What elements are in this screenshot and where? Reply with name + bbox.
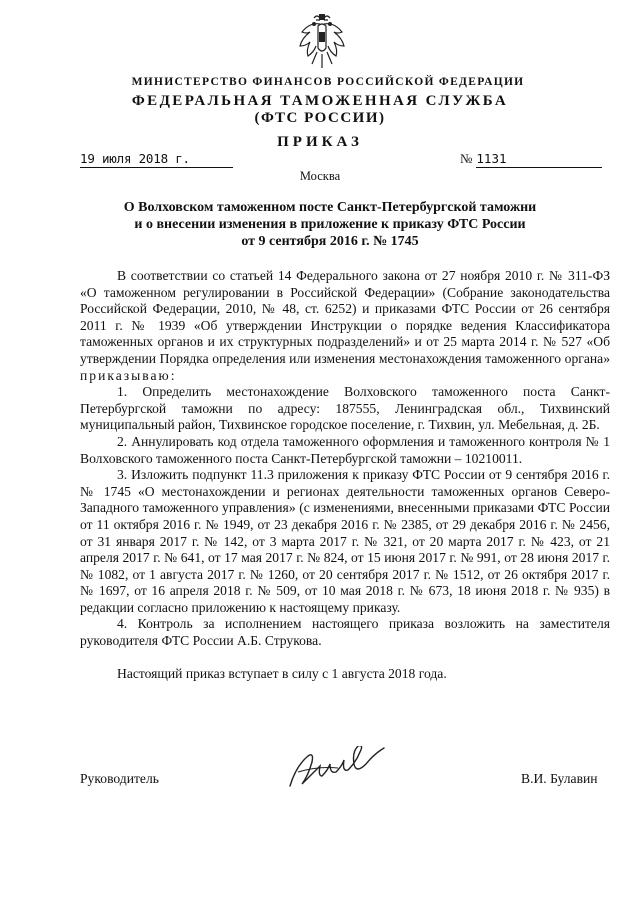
document-body xyxy=(80,268,610,682)
item-1: 1. Определить местонахождение Волховского таможенного поста Санкт-Петербургской таможни по адресу: 187555, Ленинградская обл., Тихвинский муниципальный район, Тихвинское городское поселение, г. Тихвин, ул. Мебельная, д. 2Б. xyxy=(80,384,610,433)
service-name: ФЕДЕРАЛЬНАЯ ТАМОЖЕННАЯ СЛУЖБА xyxy=(131,93,509,109)
effective-date-paragraph: Настоящий приказ вступает в силу с 1 августа 2018 года. xyxy=(117,665,447,681)
russian-coat-of-arms-icon xyxy=(296,12,348,72)
signer-name: В.И. Булавин xyxy=(521,771,598,786)
title-line: от 9 сентября 2016 г. № 1745 xyxy=(241,234,419,249)
order-date: 19 июля 2018 г. xyxy=(80,151,233,168)
order-word: приказываю: xyxy=(80,367,177,383)
service-abbreviation: (ФТС РОССИИ) xyxy=(254,110,386,126)
signer-role: Руководитель xyxy=(80,771,159,786)
preamble-text: В соответствии со статьей 14 Федерального закона от 27 ноября 2010 г. № 311-ФЗ «О таможенном регулировании в Российской Федерации» (Собрание законодательства Российской Федерации, 2010, № 48, ст. 6252) и приказами ФТС России от 26 сентября 2011 г. № 1939 «Об утверждении Инструкции о порядке ведения Классификатора таможенных органов и их структурных подразделений» и от 25 марта 2014 г. № 527 «Об утверждении Порядка определения или изменения местонахождения таможенного органа» xyxy=(80,268,610,366)
document-type: ПРИКАЗ xyxy=(277,134,363,150)
item-3: 3. Изложить подпункт 11.3 приложения к приказу ФТС России от 9 сентября 2016 г. № 1745 «О местонахождении и регионах деятельности таможенных органов Северо-Западного таможенного управления» (с изменениями, внесенными приказами ФТС России от 11 октября 2016 г. № 1949, от 23 декабря 2016 г. № 2385, от 29 декабря 2016 г. № 2456, от 31 января 2017 г. № 142, от 3 марта 2017 г. № 321, от 20 марта 2017 г. № 423, от 21 апреля 2017 г. № 641, от 17 мая 2017 г. № 824, от 15 июня 2017 г. № 991, от 28 июня 2017 г. № 1082, от 1 августа 2017 г. № 1260, от 20 сентября 2017 г. № 1512, от 26 октября 2017 г. № 1697, от 16 апреля 2018 г. № 509, от 10 мая 2018 г. № 673, 18 июня 2018 г. № 935) в редакции согласно приложению к настоящему приказу. xyxy=(80,467,610,615)
title-line: О Волховском таможенном посте Санкт-Петербургской таможни xyxy=(123,200,537,215)
document-title xyxy=(90,199,570,250)
number-value: 1131 xyxy=(476,151,602,168)
city: Москва xyxy=(299,169,341,183)
preamble-paragraph xyxy=(80,268,610,384)
number-sign: № xyxy=(460,151,473,166)
item-4: 4. Контроль за исполнением настоящего приказа возложить на заместителя руководителя ФТС России А.Б. Струкова. xyxy=(80,616,610,649)
spacer xyxy=(80,650,610,666)
order-number xyxy=(460,151,610,168)
item-2: 2. Аннулировать код отдела таможенного оформления и таможенного контроля № 1 Волховского таможенного поста Санкт-Петербургской таможни – 10210011. xyxy=(80,433,610,466)
handwritten-signature xyxy=(284,746,396,792)
title-line: и о внесении изменения в приложение к приказу ФТС России xyxy=(134,217,526,232)
ministry-name: МИНИСТЕРСТВО ФИНАНСОВ РОССИЙСКОЙ ФЕДЕРАЦИИ xyxy=(131,76,525,88)
